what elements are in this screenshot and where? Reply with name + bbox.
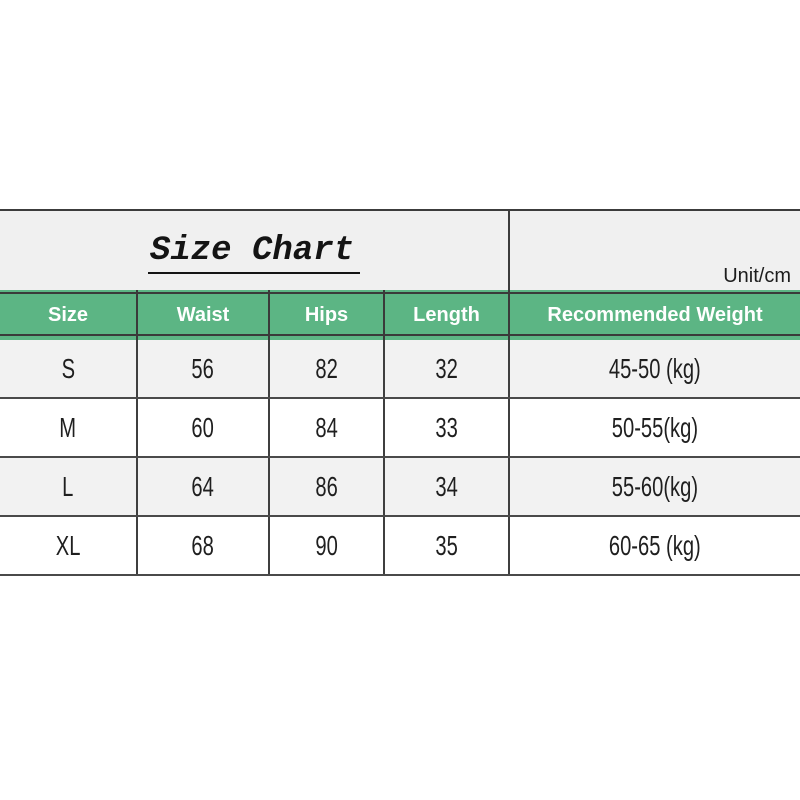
cell-hips [270, 458, 385, 515]
cell-size [0, 340, 138, 397]
cell-text: 32 [435, 352, 458, 384]
cell-text: 86 [315, 470, 338, 502]
cell-text: 64 [191, 470, 215, 502]
table-row-l [0, 458, 800, 517]
cell-text: 84 [315, 411, 338, 443]
cell-text: 90 [315, 529, 338, 561]
cell-recommended-weight [510, 458, 800, 515]
column-header-hips: Hips [270, 290, 385, 340]
page-title: Size Chart [148, 232, 360, 274]
title-column-divider [508, 211, 510, 290]
unit-label: Unit/cm [723, 265, 791, 287]
cell-hips [270, 340, 385, 397]
cell-length [385, 340, 510, 397]
table-row-m [0, 399, 800, 458]
cell-length [385, 458, 510, 515]
cell-text: M [59, 411, 77, 443]
cell-hips [270, 399, 385, 456]
cell-text: 56 [191, 352, 215, 384]
cell-text: 60 [191, 411, 215, 443]
cell-size [0, 458, 138, 515]
title-band [0, 211, 800, 290]
cell-size [0, 517, 138, 574]
cell-text: 35 [435, 529, 458, 561]
column-header-waist: Waist [138, 290, 270, 340]
cell-text: S [61, 352, 75, 384]
cell-text: 45-50 (kg) [609, 352, 701, 384]
cell-text: 60-65 (kg) [609, 529, 701, 561]
column-header-recommended-weight: Recommended Weight [547, 303, 763, 326]
cell-length [385, 517, 510, 574]
cell-text: 68 [191, 529, 215, 561]
cell-text: 34 [435, 470, 458, 502]
cell-waist [138, 458, 270, 515]
table-row-s [0, 340, 800, 399]
cell-recommended-weight [510, 340, 800, 397]
cell-hips [270, 517, 385, 574]
column-header-length: Length [385, 290, 510, 340]
cell-text: XL [55, 529, 81, 561]
cell-waist [138, 340, 270, 397]
cell-text: 82 [315, 352, 338, 384]
cell-length [385, 399, 510, 456]
cell-text: 55-60(kg) [611, 470, 699, 502]
table-header-row [0, 290, 800, 340]
cell-recommended-weight [510, 517, 800, 574]
cell-recommended-weight [510, 399, 800, 456]
cell-text: L [62, 470, 74, 502]
cell-waist [138, 517, 270, 574]
title-cell [0, 211, 508, 290]
column-header-size: Size [0, 290, 138, 340]
cell-waist [138, 399, 270, 456]
cell-size [0, 399, 138, 456]
table-row-xl [0, 517, 800, 576]
cell-text: 33 [435, 411, 458, 443]
cell-text: 50-55(kg) [611, 411, 699, 443]
size-chart-panel [0, 209, 800, 576]
